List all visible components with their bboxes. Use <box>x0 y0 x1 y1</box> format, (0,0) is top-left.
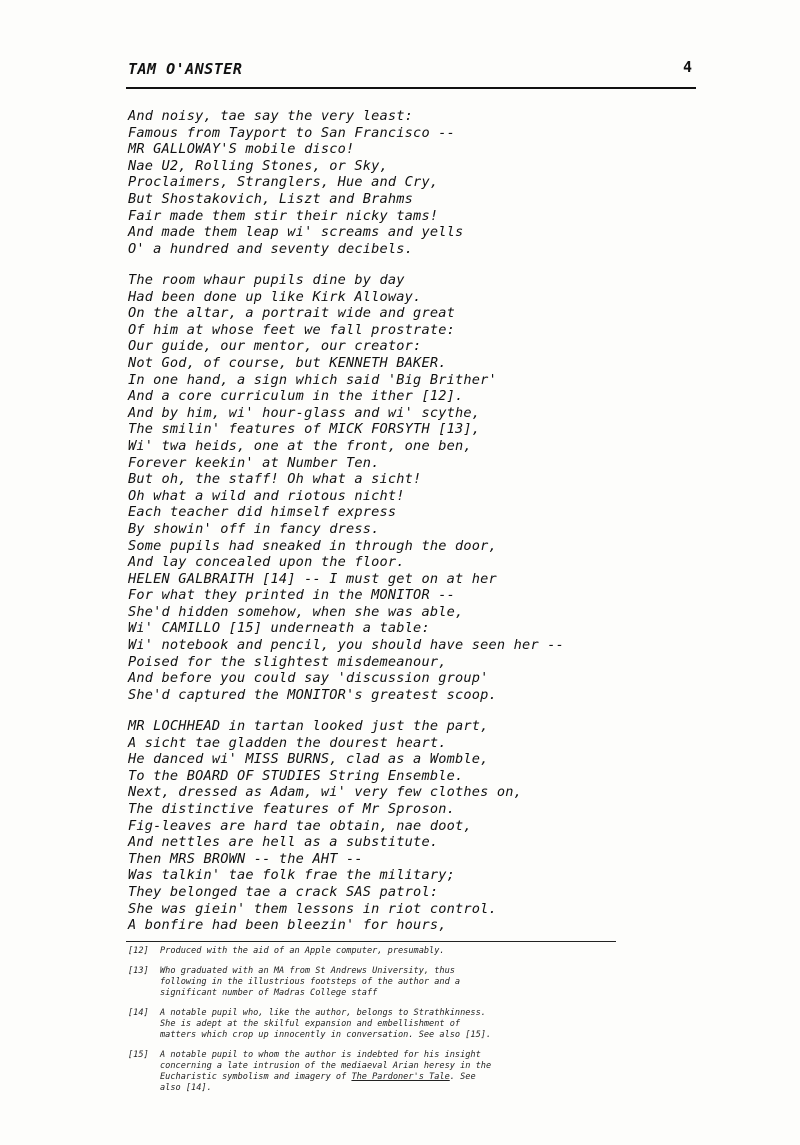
running-title: TAM O'ANSTER <box>128 60 243 78</box>
header-rule <box>126 87 696 89</box>
poem-line: For what they printed in the MONITOR -- <box>128 587 455 604</box>
footnote-line: She is adept at the skilful expansion and embellishment of <box>160 1019 461 1029</box>
footnote-line: matters which crop up innocently in conversation. See also [15]. <box>160 1030 492 1040</box>
poem-line: Fair made them stir their nicky tams! <box>128 207 439 224</box>
poem-line: And before you could say 'discussion group' <box>128 670 489 687</box>
poem-line: Poised for the slightest misdemeanour, <box>128 653 447 670</box>
footnote-line: Produced with the aid of an Apple computer, presumably. <box>160 946 445 956</box>
poem-line: Was talkin' tae folk frae the military; <box>128 867 455 884</box>
footnote-rule <box>126 941 616 942</box>
poem-line: And made them leap wi' screams and yells <box>128 224 464 241</box>
footnote-line: significant number of Madras College staff <box>160 988 378 998</box>
poem-line: Wi' twa heids, one at the front, one ben, <box>128 437 472 454</box>
footnote-marker: [14] <box>128 1008 149 1018</box>
poem-line: Wi' notebook and pencil, you should have seen her -- <box>128 637 564 654</box>
page-number: 4 <box>683 58 693 76</box>
poem-line: Then MRS BROWN -- the AHT -- <box>128 850 363 867</box>
poem-line: Each teacher did himself express <box>128 504 397 521</box>
poem-line: The smilin' features of MICK FORSYTH [13], <box>128 421 481 438</box>
poem-line: Wi' CAMILLO [15] underneath a table: <box>128 620 430 637</box>
poem-line: But oh, the staff! Oh what a sicht! <box>128 471 422 488</box>
poem-line: And lay concealed upon the floor. <box>128 554 405 571</box>
poem-line: He danced wi' MISS BURNS, clad as a Womble, <box>128 751 489 768</box>
footnote-line-end: . See <box>449 1072 476 1082</box>
poem-line: And noisy, tae say the very least: <box>128 108 414 124</box>
footnote-line: Who graduated with an MA from St Andrews University, thus <box>160 966 455 976</box>
cited-title: The Pardoner's Tale <box>351 1072 450 1082</box>
footnote-marker: [13] <box>128 966 149 976</box>
poem-line: Some pupils had sneaked in through the door, <box>128 537 497 554</box>
footnote-line: A notable pupil who, like the author, belongs to Strathkinness. <box>160 1008 486 1018</box>
poem-line: Forever keekin' at Number Ten. <box>128 454 380 471</box>
poem-line: Oh what a wild and riotous nicht! <box>128 487 405 504</box>
poem-line: By showin' off in fancy dress. <box>128 520 380 537</box>
footnote-line <box>160 1072 628 1083</box>
footnote-14 <box>128 1008 628 1041</box>
poem-line: Our guide, our mentor, our creator: <box>128 338 422 355</box>
footnotes <box>128 946 628 1103</box>
poem-line: MR LOCHHEAD in tartan looked just the part, <box>128 718 489 734</box>
footnote-marker: [12] <box>128 946 149 956</box>
poem-line: O' a hundred and seventy decibels. <box>128 240 414 257</box>
poem-line: Proclaimers, Stranglers, Hue and Cry, <box>128 174 439 191</box>
footnote-line: also [14]. <box>160 1083 212 1093</box>
poem-line: Not God, of course, but KENNETH BAKER. <box>128 354 447 371</box>
footnote-15 <box>128 1050 628 1094</box>
footnote-line-start: Eucharistic symbolism and imagery of <box>160 1072 352 1082</box>
poem-line: Fig-leaves are hard tae obtain, nae doot, <box>128 817 472 834</box>
poem-line: The room whaur pupils dine by day <box>128 272 405 288</box>
poem-line: They belonged tae a crack SAS patrol: <box>128 883 439 900</box>
footnote-line: following in the illustrious footsteps of the author and a <box>160 977 461 987</box>
poem-line: In one hand, a sign which said 'Big Brither' <box>128 371 497 388</box>
poem-line: A sicht tae gladden the dourest heart. <box>128 734 447 751</box>
poem-line: A bonfire had been bleezin' for hours, <box>128 917 447 934</box>
poem-line: She'd hidden somehow, when she was able, <box>128 603 464 620</box>
poem-line: And nettles are hell as a substitute. <box>128 834 439 851</box>
footnote-12 <box>128 946 628 957</box>
poem-line: And a core curriculum in the ither [12]. <box>128 388 464 405</box>
poem-line: Nae U2, Rolling Stones, or Sky, <box>128 157 388 174</box>
poem-line: And by him, wi' hour-glass and wi' scythe, <box>128 404 481 421</box>
stanza-1 <box>128 108 463 257</box>
poem-line: On the altar, a portrait wide and great <box>128 305 455 322</box>
poem-line: She was giein' them lessons in riot control. <box>128 900 497 917</box>
footnote-13 <box>128 966 628 999</box>
poem-line: Of him at whose feet we fall prostrate: <box>128 321 455 338</box>
poem-line: To the BOARD OF STUDIES String Ensemble. <box>128 767 464 784</box>
poem-line: She'd captured the MONITOR's greatest scoop. <box>128 686 497 703</box>
stanza-2 <box>128 272 564 703</box>
poem-line: MR GALLOWAY'S mobile disco! <box>128 141 355 158</box>
poem-line: Next, dressed as Adam, wi' very few clothes on, <box>128 784 523 801</box>
poem-line: The distinctive features of Mr Sproson. <box>128 800 455 817</box>
footnote-line: concerning a late intrusion of the mediaeval Arian heresy in the <box>160 1061 492 1071</box>
poem-line: But Shostakovich, Liszt and Brahms <box>128 190 414 207</box>
poem-line: HELEN GALBRAITH [14] -- I must get on at her <box>128 570 497 587</box>
poem-line: Famous from Tayport to San Francisco -- <box>128 124 455 141</box>
footnote-line: A notable pupil to whom the author is indebted for his insight <box>160 1050 481 1060</box>
poem-line: Had been done up like Kirk Alloway. <box>128 288 422 305</box>
footnote-marker: [15] <box>128 1050 149 1060</box>
stanza-3 <box>128 718 522 934</box>
